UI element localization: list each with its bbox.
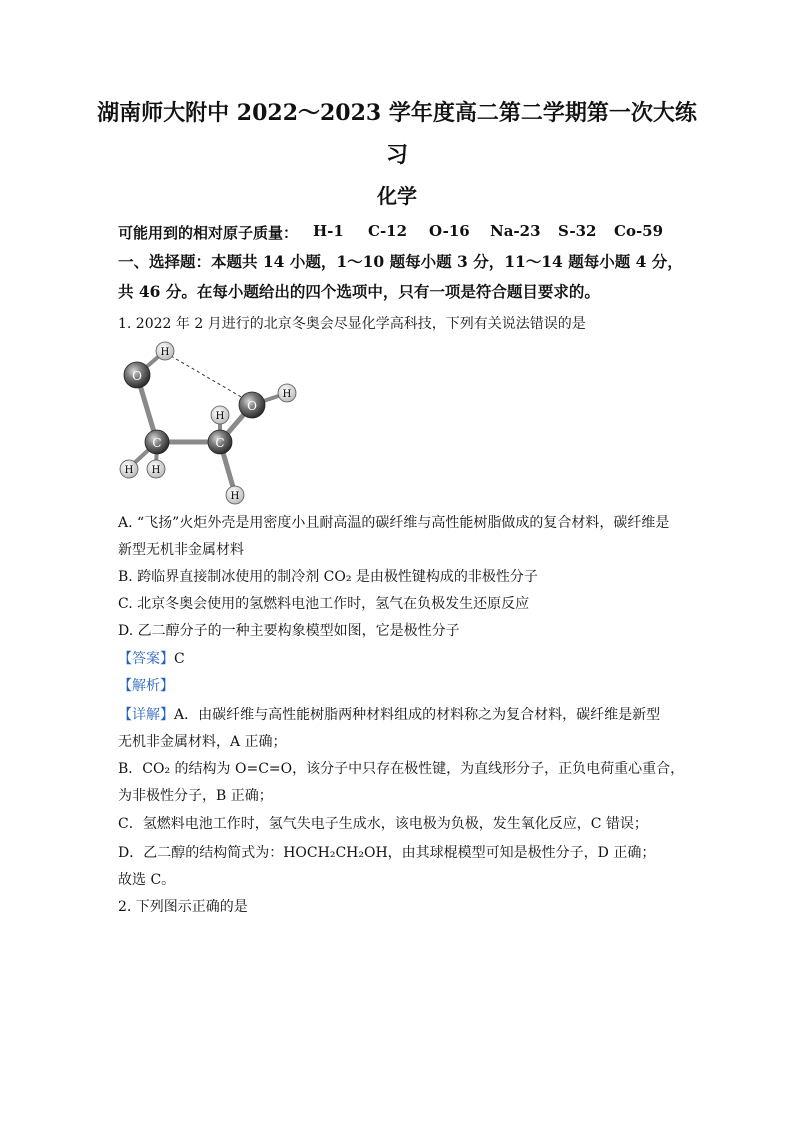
atom-c-left [145,430,169,454]
atomic-mass-c: C-12 [368,222,408,240]
q1-option-a-line2: 新型无机非金属材料 [118,542,244,558]
q1-option-d: D. 乙二醇分子的一种主要构象模型如图，它是极性分子 [118,623,460,639]
atom-label: O [247,399,257,413]
atomic-mass-co: Co-59 [614,222,664,240]
answer-value: C [174,651,185,667]
atom-label: O [132,369,142,383]
q1-stem: 1. 2022 年 2 月进行的北京冬奥会尽显化学高科技，下列有关说法错误的是 [118,316,586,332]
atom-label: H [160,347,170,358]
atom-o-right [239,392,265,418]
section1-line2: 共 46 分。在每小题给出的四个选项中，只有一项是符合题目要求的。 [118,282,600,301]
atom-label: H [230,491,240,502]
answer-label: 【答案】 [118,651,174,667]
atomic-mass-label: 可能用到的相对原子质量： [118,224,299,242]
atom-c-right [208,430,232,454]
atom-h-c1-left [120,460,138,478]
atom-label: C [152,436,162,450]
page-title-line1: 湖南师大附中 2022～2023 学年度高二第二学期第一次大练 [97,100,697,126]
atomic-mass-s: S-32 [558,222,597,240]
atom-label: H [124,465,134,476]
q1-option-c: C. 北京冬奥会使用的氢燃料电池工作时，氢气在负极发生还原反应 [118,596,530,612]
detail-a-text: A．由碳纤维与高性能树脂两种材料组成的材料称之为复合材料，碳纤维是新型 [174,707,661,723]
q1-detail-a-line1 [118,705,678,725]
atom-h-c1-right [147,460,165,478]
q1-conclusion: 故选 C。 [118,872,176,888]
atom-h-right [278,384,296,402]
q1-detail-b-line2: 为非极性分子，B 正确； [118,788,273,804]
atom-label: H [282,389,292,400]
section1-line1: 一、选择题：本题共 14 小题，1～10 题每小题 3 分，11～14 题每小题 4 分， [118,252,683,271]
atom-label: C [215,436,225,450]
atom-h-bottom [226,486,244,504]
q1-detail-c: C．氢燃料电池工作时，氢气失电子生成水，该电极为负极，发生氧化反应，C 错误； [118,816,648,832]
ethylene-glycol-model [115,338,315,508]
atomic-mass-row [118,222,678,244]
detail-label: 【详解】 [118,707,174,723]
atomic-mass-h: H-1 [313,222,344,240]
analysis-label: 【解析】 [118,678,174,694]
subject-title: 化学 [377,184,417,208]
q1-option-a-line1: A. “飞扬”火炬外壳是用密度小且耐高温的碳纤维与高性能树脂做成的复合材料，碳纤维是 [118,515,670,531]
q1-detail-a-line2: 无机非金属材料，A 正确； [118,734,287,750]
atom-h-c2-top [211,406,229,424]
atom-h-top-left [156,342,174,360]
q1-option-b: B. 跨临界直接制冰使用的制冷剂 CO₂ 是由极性键构成的非极性分子 [118,569,538,585]
page-title-line2: 习 [385,142,408,168]
q1-analysis-label [118,676,678,696]
atom-o-left [124,362,150,388]
q1-answer [118,649,678,669]
atom-label: H [215,411,225,422]
q1-detail-d: D．乙二醇的结构简式为：HOCH₂CH₂OH，由其球棍模型可知是极性分子，D 正确； [118,845,656,861]
atomic-mass-na: Na-23 [490,222,541,240]
q2-stem: 2. 下列图示正确的是 [118,899,248,915]
q1-detail-b-line1: B．CO₂ 的结构为 O=C=O，该分子中只存在极性键，为直线形分子，正负电荷重心重合， [118,761,685,777]
atomic-mass-o: O-16 [429,222,470,240]
atom-label: H [151,465,161,476]
hydrogen-bond-dashed [171,356,243,398]
